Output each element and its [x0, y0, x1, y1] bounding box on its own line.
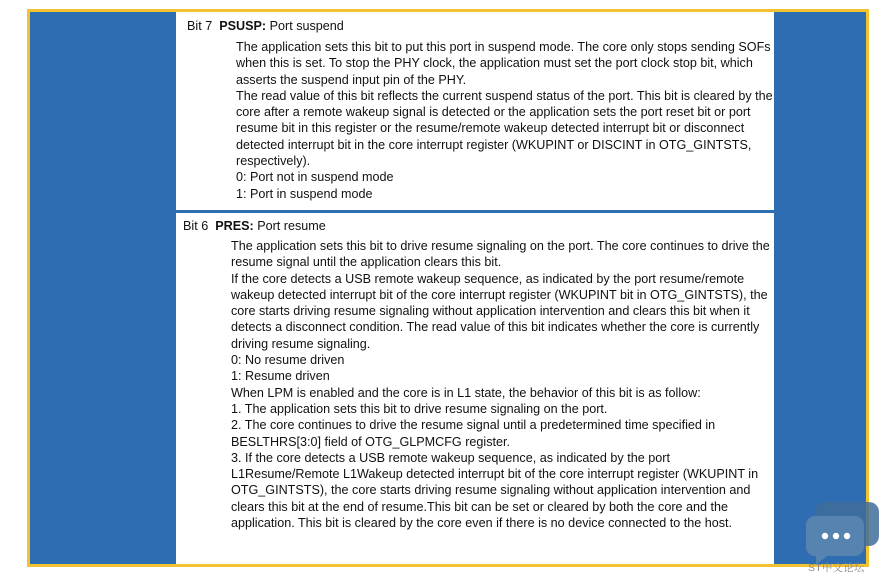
bit7-field-name: PSUSP: — [219, 19, 267, 33]
bit7-heading — [187, 18, 344, 34]
bit6-paragraph: 0: No resume driven — [231, 353, 345, 368]
bit6-heading — [183, 218, 326, 234]
bit7-paragraph: The read value of this bit reflects the current suspend status of the port. This bit is cleared by the core after a remote wakeup signal is detected or the application sets the port reset bit or port resume bit in this register or the resume/remote wakeup detected interrupt bit or disconnect detected interrupt bit in the core interrupt register (WKUPINT or DISCINT in OTG_GINTSTS, respectively). — [236, 88, 773, 169]
bit7-paragraph: The application sets this bit to put this port in suspend mode. The core only stops sending SOFs when this is set. To stop the PHY clock, the application must set the port clock stop bit, which asserts the suspend input pin of the PHY. — [236, 40, 771, 87]
bit7-description-name: Port suspend — [269, 19, 344, 33]
bit6-paragraph: The application sets this bit to drive resume signaling on the port. The core continues to drive the resume signal until the application clears this bit. — [231, 239, 770, 270]
bit6-section — [176, 213, 774, 564]
bit6-description-name: Port resume — [257, 219, 326, 233]
bit6-paragraph: 2. The core continues to drive the resume signal until a predetermined time specified in BESLTHRS[3:0] field of OTG_GLPMCFG register. — [231, 418, 716, 449]
bit7-label: Bit 7 — [187, 19, 213, 33]
watermark-text: ST中文论坛 — [808, 562, 865, 574]
bit6-paragraph: 1: Resume driven — [231, 369, 330, 384]
bit7-body — [236, 39, 774, 202]
bit6-paragraph: 3. If the core detects a USB remote wakeup sequence, as indicated by the port L1Resume/Remote L1Wakeup detected interrupt bit of the core interrupt register (WKUPINT in OTG_GINTSTS), the core starts driving resume signaling without application intervention and clears this bit at the end of resume.This bit can be set or cleared by both the core and the application. This bit is cleared by the core even if there is no device connected to the host. — [231, 450, 759, 531]
bit6-body — [231, 238, 774, 531]
bit6-paragraph: When LPM is enabled and the core is in L1 state, the behavior of this bit is as follow: — [231, 385, 701, 400]
document-frame — [27, 9, 869, 567]
bit7-paragraph: 1: Port in suspend mode — [236, 186, 373, 201]
bit7-paragraph: 0: Port not in suspend mode — [236, 170, 394, 185]
bit6-field-name: PRES: — [215, 219, 254, 233]
bit6-paragraph: 1. The application sets this bit to drive resume signaling on the port. — [231, 401, 608, 416]
register-description-panel — [176, 12, 774, 564]
bit6-label: Bit 6 — [183, 219, 209, 233]
bit6-paragraph: If the core detects a USB remote wakeup sequence, as indicated by the port resume/remote wakeup detected interrupt bit of the core interrupt register (WKUPINT bit in OTG_GINTSTS), the core starts driving resume signaling without application intervention and clears this bit when it detects a disconnect condition. The read value of this bit indicates whether the core is currently driving resume signaling. — [231, 271, 768, 351]
bit7-section — [176, 12, 774, 210]
